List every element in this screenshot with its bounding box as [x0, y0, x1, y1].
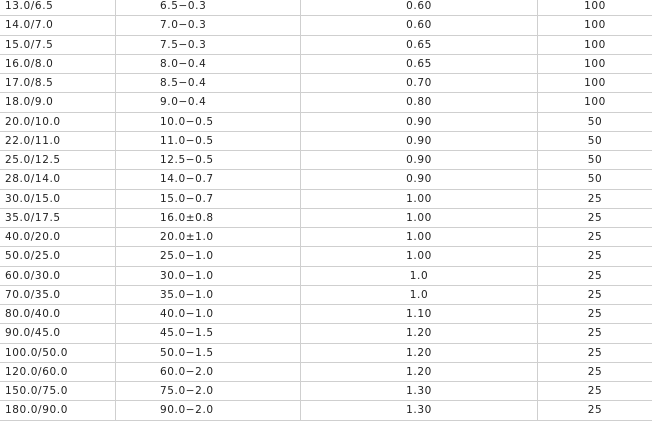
cell-inner-diameter: 35.0−1.0	[116, 285, 301, 304]
cell-quantity: 100	[538, 35, 652, 54]
cell-quantity: 100	[538, 0, 652, 16]
table-row	[0, 208, 652, 227]
cell-quantity: 50	[538, 112, 652, 131]
cell-size: 17.0/8.5	[0, 74, 116, 93]
cell-inner-diameter: 7.5−0.3	[116, 35, 301, 54]
cell-size: 180.0/90.0	[0, 401, 116, 420]
table-row	[0, 228, 652, 247]
cell-wall-thickness: 0.90	[301, 170, 538, 189]
cell-inner-diameter: 90.0−2.0	[116, 401, 301, 420]
cell-wall-thickness: 1.0	[301, 285, 538, 304]
cell-wall-thickness: 1.30	[301, 382, 538, 401]
cell-wall-thickness: 1.00	[301, 208, 538, 227]
cell-inner-diameter: 9.0−0.4	[116, 93, 301, 112]
cell-wall-thickness: 0.60	[301, 0, 538, 16]
cell-quantity: 50	[538, 170, 652, 189]
table-row	[0, 382, 652, 401]
table-row	[0, 35, 652, 54]
cell-wall-thickness: 0.90	[301, 151, 538, 170]
cell-quantity: 25	[538, 382, 652, 401]
table-row	[0, 266, 652, 285]
table-row	[0, 362, 652, 381]
cell-wall-thickness: 1.00	[301, 247, 538, 266]
table-row	[0, 16, 652, 35]
cell-quantity: 25	[538, 285, 652, 304]
cell-quantity: 25	[538, 305, 652, 324]
cell-inner-diameter: 8.5−0.4	[116, 74, 301, 93]
cell-wall-thickness: 0.90	[301, 112, 538, 131]
cell-quantity: 100	[538, 74, 652, 93]
cell-inner-diameter: 45.0−1.5	[116, 324, 301, 343]
cell-quantity: 100	[538, 54, 652, 73]
cell-size: 14.0/7.0	[0, 16, 116, 35]
cell-quantity: 100	[538, 16, 652, 35]
cell-size: 30.0/15.0	[0, 189, 116, 208]
cell-quantity: 50	[538, 151, 652, 170]
cell-quantity: 25	[538, 401, 652, 420]
cell-inner-diameter: 11.0−0.5	[116, 131, 301, 150]
cell-wall-thickness: 0.70	[301, 74, 538, 93]
cell-wall-thickness: 1.20	[301, 343, 538, 362]
cell-quantity: 25	[538, 208, 652, 227]
cell-quantity: 25	[538, 362, 652, 381]
table-row	[0, 401, 652, 420]
cell-inner-diameter: 75.0−2.0	[116, 382, 301, 401]
table-row	[0, 324, 652, 343]
cell-size: 50.0/25.0	[0, 247, 116, 266]
cell-inner-diameter: 8.0−0.4	[116, 54, 301, 73]
table-row	[0, 151, 652, 170]
cell-inner-diameter: 12.5−0.5	[116, 151, 301, 170]
cell-inner-diameter: 20.0±1.0	[116, 228, 301, 247]
cell-size: 13.0/6.5	[0, 0, 116, 16]
cell-inner-diameter: 25.0−1.0	[116, 247, 301, 266]
cell-quantity: 25	[538, 266, 652, 285]
table-row	[0, 305, 652, 324]
cell-size: 15.0/7.5	[0, 35, 116, 54]
cell-inner-diameter: 60.0−2.0	[116, 362, 301, 381]
cell-size: 35.0/17.5	[0, 208, 116, 227]
cell-size: 25.0/12.5	[0, 151, 116, 170]
cell-wall-thickness: 1.00	[301, 228, 538, 247]
table-row	[0, 131, 652, 150]
cell-size: 120.0/60.0	[0, 362, 116, 381]
cell-size: 40.0/20.0	[0, 228, 116, 247]
cell-quantity: 50	[538, 131, 652, 150]
table-row	[0, 112, 652, 131]
cell-inner-diameter: 16.0±0.8	[116, 208, 301, 227]
cell-quantity: 25	[538, 324, 652, 343]
cell-size: 150.0/75.0	[0, 382, 116, 401]
cell-inner-diameter: 10.0−0.5	[116, 112, 301, 131]
cell-quantity: 25	[538, 228, 652, 247]
cell-size: 60.0/30.0	[0, 266, 116, 285]
cell-size: 20.0/10.0	[0, 112, 116, 131]
cell-inner-diameter: 6.5−0.3	[116, 0, 301, 16]
cell-quantity: 25	[538, 189, 652, 208]
cell-inner-diameter: 14.0−0.7	[116, 170, 301, 189]
cell-quantity: 25	[538, 343, 652, 362]
table-row	[0, 189, 652, 208]
cell-quantity: 25	[538, 247, 652, 266]
cell-inner-diameter: 7.0−0.3	[116, 16, 301, 35]
cell-size: 18.0/9.0	[0, 93, 116, 112]
cell-wall-thickness: 0.80	[301, 93, 538, 112]
cell-wall-thickness: 1.00	[301, 189, 538, 208]
cell-size: 90.0/45.0	[0, 324, 116, 343]
table-row	[0, 93, 652, 112]
cell-wall-thickness: 0.65	[301, 54, 538, 73]
cell-quantity: 100	[538, 93, 652, 112]
cell-wall-thickness: 1.0	[301, 266, 538, 285]
cell-wall-thickness: 1.30	[301, 401, 538, 420]
cell-size: 16.0/8.0	[0, 54, 116, 73]
table-row	[0, 54, 652, 73]
table-row	[0, 247, 652, 266]
cell-inner-diameter: 50.0−1.5	[116, 343, 301, 362]
cell-wall-thickness: 0.65	[301, 35, 538, 54]
cell-size: 70.0/35.0	[0, 285, 116, 304]
cell-size: 28.0/14.0	[0, 170, 116, 189]
table-row	[0, 0, 652, 16]
cell-inner-diameter: 40.0−1.0	[116, 305, 301, 324]
cell-wall-thickness: 1.20	[301, 362, 538, 381]
table-row	[0, 343, 652, 362]
cell-wall-thickness: 1.10	[301, 305, 538, 324]
cell-wall-thickness: 0.90	[301, 131, 538, 150]
table-row	[0, 285, 652, 304]
cell-inner-diameter: 15.0−0.7	[116, 189, 301, 208]
cell-size: 100.0/50.0	[0, 343, 116, 362]
table-row	[0, 170, 652, 189]
table-row	[0, 74, 652, 93]
cell-wall-thickness: 0.60	[301, 16, 538, 35]
cell-size: 80.0/40.0	[0, 305, 116, 324]
cell-size: 22.0/11.0	[0, 131, 116, 150]
cell-inner-diameter: 30.0−1.0	[116, 266, 301, 285]
cell-wall-thickness: 1.20	[301, 324, 538, 343]
